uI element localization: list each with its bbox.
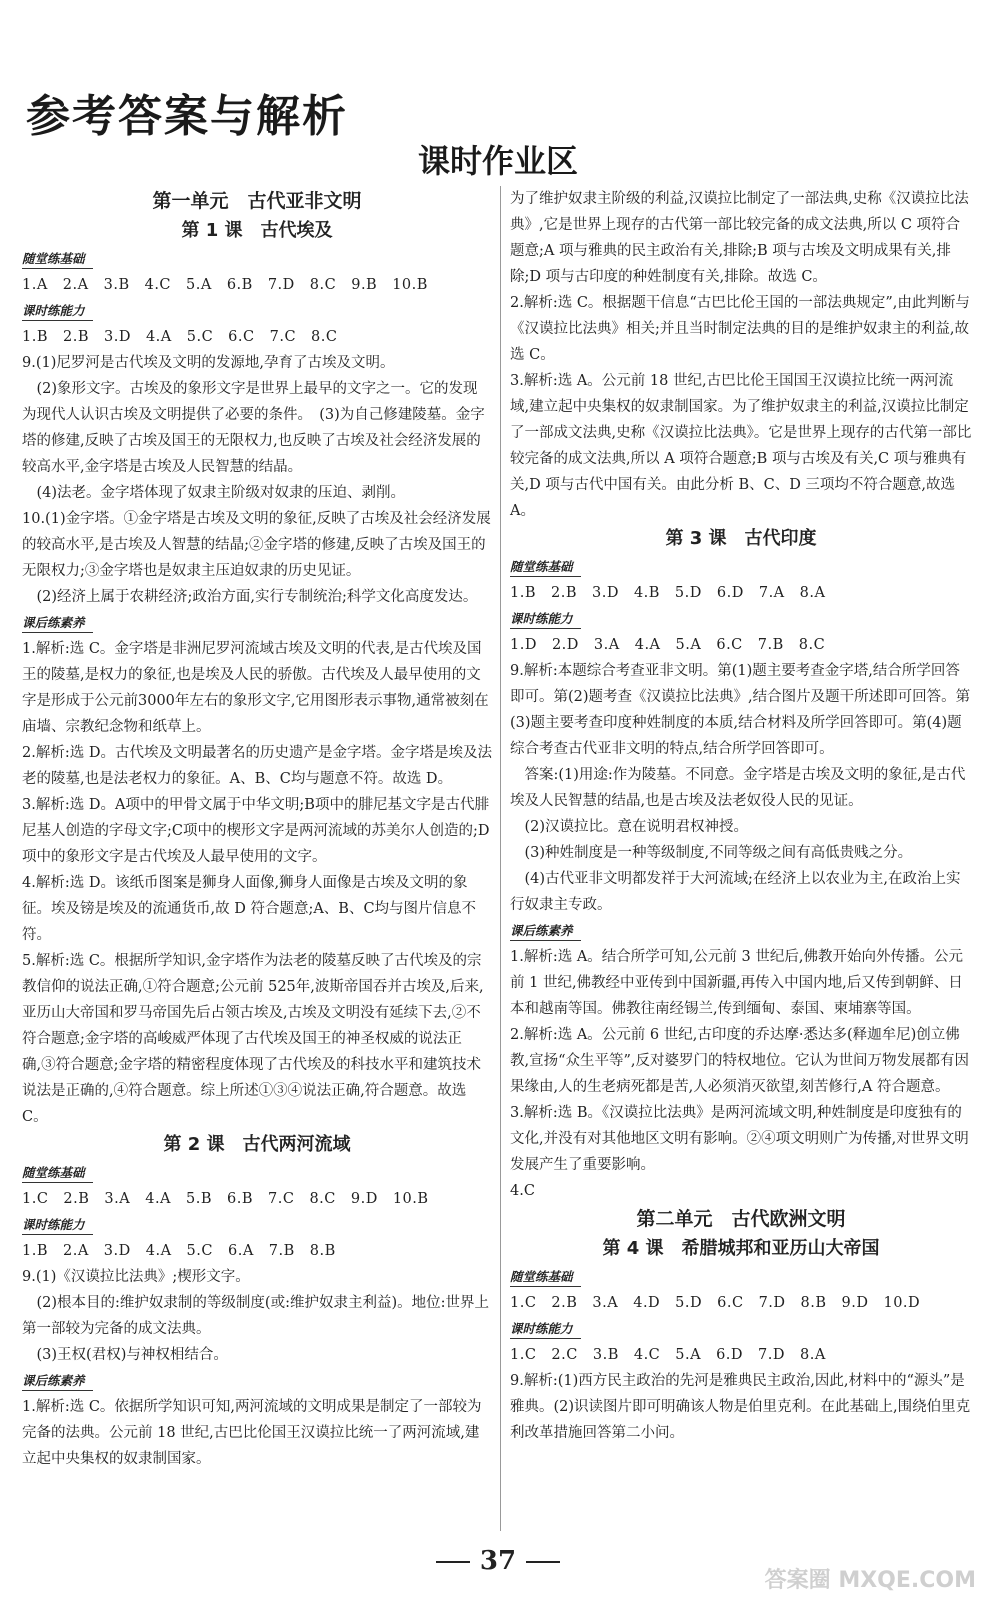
explanation-paragraph: (3)王权(君权)与神权相结合。: [22, 1347, 228, 1363]
subsection-label: 随堂练基础: [22, 250, 93, 269]
unit-heading: 第一单元 古代亚非文明: [152, 190, 362, 212]
explanation-paragraph: (2)象形文字。古埃及的象形文字是世界上最早的文字之一。它的发现为现代人认识古埃及文明提供了必要的条件。 (3)为自己修建陵墓。金字塔的修建,反映了古埃及国王的无限权力,也反映了古埃及社会经济发展的较高水平,金字塔是古埃及人民智慧的结晶。: [22, 381, 485, 475]
answer-key-line: 1.B 2.B 3.D 4.B 5.D 6.D 7.A 8.A: [510, 585, 826, 601]
subsection-label: 课时练能力: [22, 302, 93, 321]
answer-key-line: 1.C 2.B 3.A 4.D 5.D 6.C 7.D 8.B 9.D 10.D: [510, 1295, 921, 1311]
explanation-paragraph: 4.解析:选 D。该纸币图案是狮身人面像,狮身人面像是古埃及文明的象征。埃及镑是埃及的流通货币,故 D 符合题意;A、B、C均与图片信息不符。: [22, 875, 477, 943]
explanation-paragraph: (2)汉谟拉比。意在说明君权神授。: [510, 819, 749, 835]
subsection-wrapper: [22, 1368, 492, 1394]
subsection-wrapper: [22, 1160, 492, 1186]
subsection-wrapper: [510, 1316, 972, 1342]
subsection-label: 课时练能力: [510, 610, 581, 629]
watermark-logo: 答案圈 MXQE.COM: [764, 1568, 976, 1593]
subsection-label: 随堂练基础: [510, 1268, 581, 1287]
answer-key-line: 1.B 2.B 3.D 4.A 5.C 6.C 7.C 8.C: [22, 329, 338, 345]
subsection-label: 课时练能力: [510, 1320, 581, 1339]
answer-key-line: 1.C 2.C 3.B 4.C 5.A 6.D 7.D 8.A: [510, 1347, 826, 1363]
explanation-paragraph: 10.(1)金字塔。①金字塔是古埃及文明的象征,反映了古埃及社会经济发展的较高水平,是古埃及人智慧的结晶;②金字塔的修建,反映了古埃及国王的无限权力;③金字塔也是奴隶主压迫奴隶的历史见证。: [22, 511, 491, 579]
explanation-paragraph: 5.解析:选 C。根据所学知识,金字塔作为法老的陵墓反映了古代埃及的宗教信仰的说法正确,①符合题意;公元前 525年,波斯帝国吞并古埃及,后来,亚历山大帝国和罗马帝国先后占领古埃及,古埃及文明没有延续下去,②不符合题意;金字塔的高峻威严体现了古代埃及国王的神圣权威的说法正确,③符合题意;金字塔的精密程度体现了古代埃及的科技水平和建筑技术说法是正确的,④符合题意。综上所述①③④说法正确,符合题意。故选 C。: [22, 953, 484, 1125]
explanation-paragraph: 4.C: [510, 1183, 535, 1199]
subsection-label: 课后练素养: [22, 1372, 93, 1391]
answer-key-line: 1.D 2.D 3.A 4.A 5.A 6.C 7.B 8.C: [510, 637, 826, 653]
unit-heading: 第二单元 古代欧洲文明: [636, 1208, 846, 1230]
explanation-paragraph: (2)根本目的:维护奴隶制的等级制度(或:维护奴隶主利益)。地位:世界上第一部较为完备的成文法典。: [22, 1295, 490, 1337]
left-column: [22, 186, 492, 1472]
explanation-paragraph: 3.解析:选 D。A项中的甲骨文属于中华文明;B项中的腓尼基文字是古代腓尼基人创造的字母文字;C项中的楔形文字是两河流域的苏美尔人创造的;D项中的象形文字是古代埃及人最早使用的文字。: [22, 797, 490, 865]
subsection-wrapper: [510, 606, 972, 632]
subsection-wrapper: [22, 1212, 492, 1238]
right-column: [510, 186, 972, 1446]
explanation-paragraph: 3.解析:选 A。公元前 18 世纪,古巴比伦王国国王汉谟拉比统一两河流域,建立起中央集权的奴隶制国家。为了维护奴隶主的利益,汉谟拉比制定了一部成文法典,史称《汉谟拉比法典》。它是世界上现存的古代第一部比较完备的成文法典,所以 A 项符合题意;B 项与古埃及有关,C 项与雅典有关,D 项与古代中国有关。由此分析 B、C、D 三项均不符合题意,故选 A。: [510, 373, 972, 519]
subsection-wrapper: [22, 298, 492, 324]
column-divider: [500, 186, 501, 1531]
subsection-label: 随堂练基础: [22, 1164, 93, 1183]
explanation-paragraph: 1.解析:选 C。依据所学知识可知,两河流域的文明成果是制定了一部较为完备的法典。公元前 18 世纪,古巴比伦国王汉谟拉比统一了两河流域,建立起中央集权的奴隶制国家。: [22, 1399, 482, 1467]
lesson-heading: 第 4 课 希腊城邦和亚历山大帝国: [602, 1238, 880, 1259]
subsection-wrapper: [22, 610, 492, 636]
footer-dash-left: [436, 1561, 470, 1563]
lesson-heading: 第 1 课 古代埃及: [181, 220, 333, 241]
main-title: 参考答案与解析: [26, 91, 348, 142]
explanation-paragraph: 2.解析:选 C。根据题干信息“古巴比伦王国的一部法典规定”,由此判断与《汉谟拉比法典》相关;并且当时制定法典的目的是维护奴隶主的利益,故选 C。: [510, 295, 970, 363]
subsection-label: 课后练素养: [22, 614, 93, 633]
subsection-wrapper: [510, 918, 972, 944]
explanation-paragraph: 为了维护奴隶主阶级的利益,汉谟拉比制定了一部法典,史称《汉谟拉比法典》,它是世界上现存的古代第一部比较完备的成文法典,所以 C 项符合题意;A 项与雅典的民主政治有关,排除;B 项与古埃及文明成果有关,排除;D 项与古印度的种姓制度有关,排除。故选 C。: [510, 191, 969, 285]
answer-key-line: 1.A 2.A 3.B 4.C 5.A 6.B 7.D 8.C 9.B 10.B: [22, 277, 428, 293]
lesson-heading: 第 2 课 古代两河流域: [163, 1134, 351, 1155]
section-title: 课时作业区: [417, 142, 578, 180]
explanation-paragraph: (4)法老。金字塔体现了奴隶主阶级对奴隶的压迫、剥削。: [22, 485, 406, 501]
answer-key-line: 1.B 2.A 3.D 4.A 5.C 6.A 7.B 8.B: [22, 1243, 336, 1259]
answer-key-line: 1.C 2.B 3.A 4.A 5.B 6.B 7.C 8.C 9.D 10.B: [22, 1191, 429, 1207]
subsection-wrapper: [510, 554, 972, 580]
subsection-label: 随堂练基础: [510, 558, 581, 577]
explanation-paragraph: 9.解析:本题综合考查亚非文明。第(1)题主要考查金字塔,结合所学回答即可。第(2)题考查《汉谟拉比法典》,结合图片及题干所述即可回答。第(3)题主要考查印度种姓制度的本质,结合材料及所学回答即可。第(4)题综合考查古代亚非文明的特点,结合所学回答即可。: [510, 663, 971, 757]
explanation-paragraph: 1.解析:选 C。金字塔是非洲尼罗河流域古埃及文明的代表,是古代埃及国王的陵墓,是权力的象征,也是埃及人民的骄傲。古代埃及人最早使用的文字是形成于公元前3000年左右的象形文字,它用图形表示事物,通常被刻在庙墙、宗教纪念物和纸草上。: [22, 641, 489, 735]
subsection-wrapper: [510, 1264, 972, 1290]
subsection-label: 课后练素养: [510, 922, 581, 941]
explanation-paragraph: (2)经济上属于农耕经济;政治方面,实行专制统治;科学文化高度发达。: [22, 589, 478, 605]
explanation-paragraph: 答案:(1)用途:作为陵墓。不同意。金字塔是古埃及文明的象征,是古代埃及人民智慧的结晶,也是古埃及法老奴役人民的见证。: [510, 767, 966, 809]
explanation-paragraph: 2.解析:选 D。古代埃及文明最著名的历史遗产是金字塔。金字塔是埃及法老的陵墓,也是法老权力的象征。A、B、C均与题意不符。故选 D。: [22, 745, 492, 787]
explanation-paragraph: (3)种姓制度是一种等级制度,不同等级之间有高低贵贱之分。: [510, 845, 913, 861]
explanation-paragraph: 2.解析:选 A。公元前 6 世纪,古印度的乔达摩·悉达多(释迦牟尼)创立佛教,宣扬“众生平等”,反对婆罗门的特权地位。它认为世间万物发展都有因果缘由,人的生老病死都是苦,人必须消灭欲望,刻苦修行,A 符合题意。: [510, 1027, 970, 1095]
explanation-paragraph: 9.(1)尼罗河是古代埃及文明的发源地,孕育了古埃及文明。: [22, 355, 395, 371]
subsection-label: 课时练能力: [22, 1216, 93, 1235]
explanation-paragraph: 3.解析:选 B。《汉谟拉比法典》是两河流域文明,种姓制度是印度独有的文化,并没有对其他地区文明有影响。②④项文明则广为传播,对世界文明发展产生了重要影响。: [510, 1105, 969, 1173]
page-number: 37: [479, 1546, 517, 1576]
explanation-paragraph: 1.解析:选 A。结合所学可知,公元前 3 世纪后,佛教开始向外传播。公元前 1 世纪,佛教经中亚传到中国新疆,再传入中国内地,后又传到朝鲜、日本和越南等国。佛教往南经锡兰,传到缅甸、泰国、柬埔寨等国。: [510, 949, 963, 1017]
subsection-wrapper: [22, 246, 492, 272]
footer-dash-right: [526, 1561, 560, 1563]
lesson-heading: 第 3 课 古代印度: [665, 528, 817, 549]
explanation-paragraph: 9.解析:(1)西方民主政治的先河是雅典民主政治,因此,材料中的“源头”是雅典。(2)识读图片即可明确该人物是伯里克利。在此基础上,围绕伯里克利改革措施回答第二小问。: [510, 1373, 971, 1441]
explanation-paragraph: 9.(1)《汉谟拉比法典》;楔形文字。: [22, 1269, 250, 1285]
explanation-paragraph: (4)古代亚非文明都发祥于大河流域;在经济上以农业为主,在政治上实行奴隶主专政。: [510, 871, 961, 913]
